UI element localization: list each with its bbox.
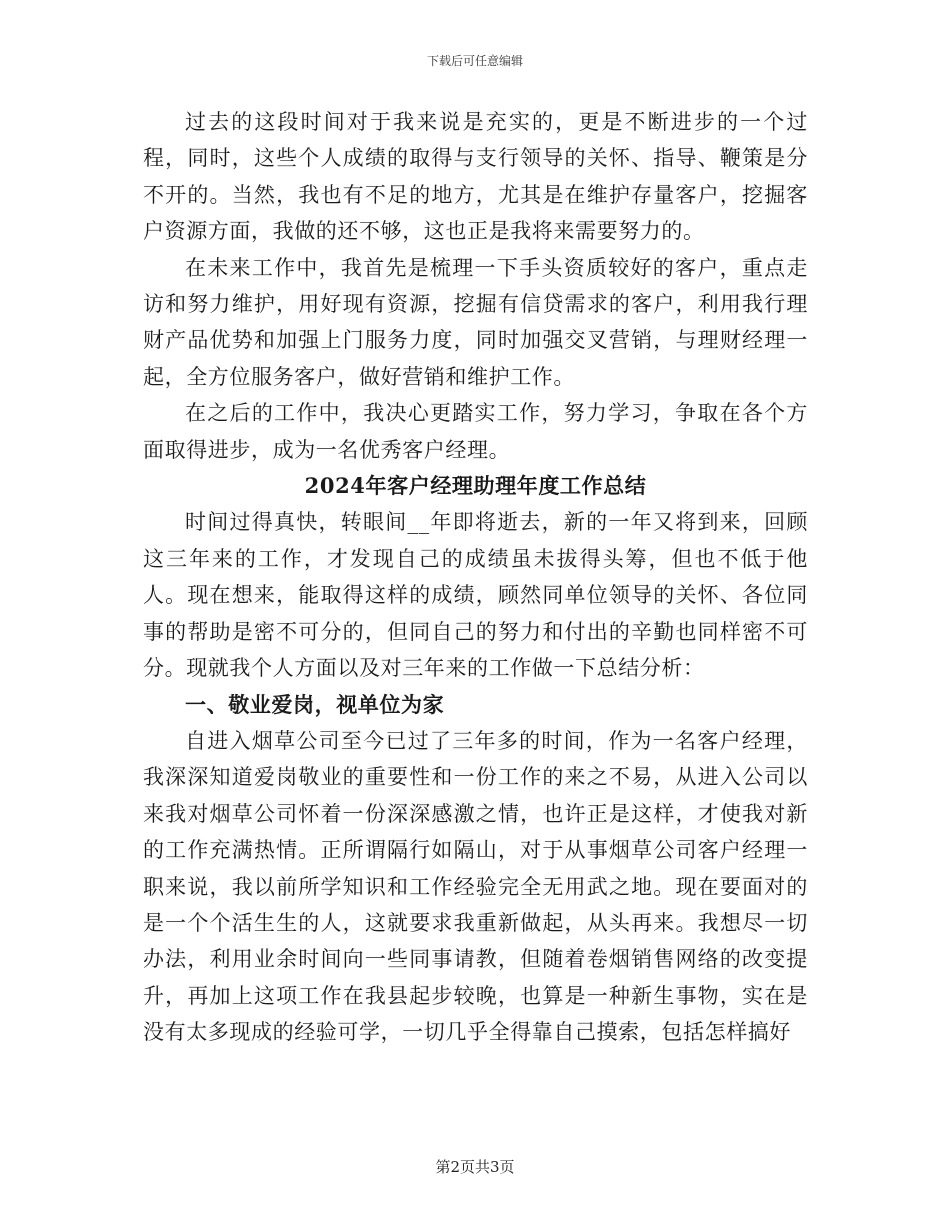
section-heading-1: 一、敬业爱岗，视单位为家: [185, 692, 445, 717]
page-header: 下载后可任意编辑: [426, 54, 523, 68]
document-title: 2024年客户经理助理年度工作总结: [304, 473, 647, 499]
paragraph-4: 时间过得真快，转眼间__年即将逝去，新的一年又将到来，回顾这三年来的工作，才发现自己的成绩虽未拔得头筹，但也不低于他人。现在想来，能取得这样的成绩，顾然同单位领导的关怀、各位同事的帮助是密不可分的，但同自己的努力和付出的辛勤也同样密不可分。现就我个人方面以及对三年来的工作做一下总结分析：: [143, 510, 808, 681]
page-footer: 第2页共3页: [435, 1158, 515, 1176]
document-body: [143, 104, 808, 1051]
paragraph-1: 过去的这段时间对于我来说是充实的，更是不断进步的一个过程，同时，这些个人成绩的取得与支行领导的关怀、指导、鞭策是分不开的。当然，我也有不足的地方，尤其是在维护存量客户，挖掘客户资源方面，我做的还不够，这也正是我将来需要努力的。: [143, 110, 808, 244]
paragraph-5: 自进入烟草公司至今已过了三年多的时间，作为一名客户经理，我深深知道爱岗敬业的重要性和一份工作的来之不易，从进入公司以来我对烟草公司怀着一份深深感激之情，也许正是这样，才使我对新的工作充满热情。正所谓隔行如隔山，对于从事烟草公司客户经理一职来说，我以前所学知识和工作经验完全无用武之地。现在要面对的是一个个活生生的人，这就要求我重新做起，从头再来。我想尽一切办法，利用业余时间向一些同事请教，但随着卷烟销售网络的改变提升，再加上这项工作在我县起步较晚，也算是一种新生事物，实在是没有太多现成的经验可学，一切几乎全得靠自己摸索，包括怎样搞好: [143, 728, 808, 1045]
paragraph-2: 在未来工作中，我首先是梳理一下手头资质较好的客户，重点走访和努力维护，用好现有资源，挖掘有信贷需求的客户，利用我行理财产品优势和加强上门服务力度，同时加强交叉营销，与理财经理一起，全方位服务客户，做好营销和维护工作。: [143, 255, 808, 389]
paragraph-3: 在之后的工作中，我决心更踏实工作，努力学习，争取在各个方面取得进步，成为一名优秀客户经理。: [143, 401, 808, 462]
